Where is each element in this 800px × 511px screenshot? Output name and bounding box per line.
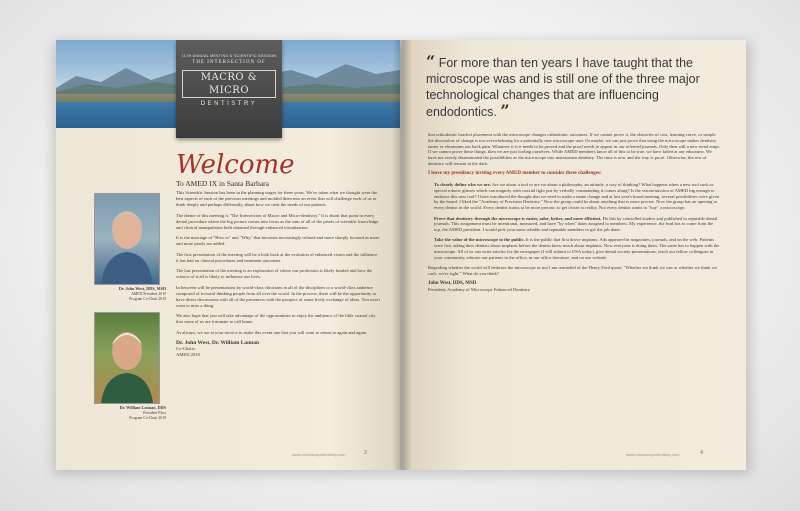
macro-micro-logo [176,40,282,138]
logo-title: MACRO & MICRO [182,70,276,98]
caption-name: Dr. John West, DDS, MSD [118,286,166,291]
caption-william-lannan [86,405,166,421]
president-letter-body [428,132,720,293]
logo-subtitle: DENTISTRY [200,101,258,107]
footer-url: www.microscopedentistry.com [626,452,680,457]
caption-role: President Elect [143,411,166,415]
pull-quote-text: For more than ten years I have taught that the microscope was and is still one of the three major technological changes that are influencing endodontics. [426,56,700,119]
right-page [402,40,746,470]
body-paragraph: This Scientific Session has been in the planning stages for three years. We've taken what we thought were the best aspects of each of the previous meetings and molded them into an event that will challenge each of us to think deeply and perhaps differently, about how we treat the needs of our patients. [176,190,378,207]
page-number: 4 [700,450,704,456]
signature-title: Co-Chairs [176,346,195,351]
body-paragraph: In between will be presentations by world-class clinicians in all of the disciplines to a world-class audience composed of forward thinking people from all over the world. In the process, there will be the opportunity to have direct discussions with all of the presenters with the prospect of some lively exchange of ideas. You won't want to miss a thing. [176,284,380,308]
caption-name: Dr. William Lannan, DDS [119,405,166,410]
page-number: 2 [364,450,368,456]
signature: John West, DDS, MSD [428,281,477,287]
body-paragraph: The theme of this meeting is "The Intersection of Macro and Micro-dentistry." It is about that point in every dental procedure where the big picture comes into focus as the sum of all of the pixels of scientific knowledge and clinical manipulation both obtained through enhanced visualization. [176,212,379,230]
welcome-body [176,190,381,358]
challenge-item [428,237,720,260]
close-quote-icon: ” [500,101,510,120]
body-paragraph: The first presentation of the meeting will be a look back at the evolution of enhanced vision and the influence it has had on clinical procedures and treatment outcomes. [176,251,378,263]
portrait-figure [95,313,159,403]
caption-role: Program Co-Chair 2010 [129,297,166,301]
caption-role: AMED President 2010 [131,292,166,296]
signature: Dr. John West, Dr. William Lannan [176,340,260,346]
portrait-figure [95,194,159,284]
welcome-subheading: To AMED IX in Santa Barbara [176,179,269,188]
intro-paragraph: that orthodontic bracket placement with the microscope changes orthodontic outcomes. If we cannot prove it, the obstacles of cost, learning curve, or simple the discomfort of change is too overwhelming for a potentially new microscope user. Or maybe, we can just prove that using the microscope makes dentistry easier or eliminates our back pain. Whatever it is it needs to be proved and the proof needs to appear in our refereed journals. Only then will a new trend erupt. If we cannot prove these things, then we are just fooling ourselves. While AMED members know all of this to be true, we have failed at our education. We have not evenly disseminated the possibilities as the microscope into mainstream dentistry. The time is now and the way is proof. Otherwise, the rest of dentistry will remain in the dark. [428,132,720,166]
logo-event-label: 11TH ANNUAL MEETING & SCIENTIFIC SESSION [181,54,277,58]
book-gutter [392,40,412,470]
body-paragraph: We also hope that you will take advantage of the opportunities to enjoy the ambience of the little coastal city that some of us are fortunate to call home. [176,313,376,324]
challenge-lead: Prove that dentistry through the microscope is easier, safer, better, and more efficient. [434,215,602,221]
body-paragraph: As always, we are at your service to make this event one that you will want to return to again and again. [176,329,368,335]
challenge-text: Are we about a tool or are we about a philosophy, an attitude, a way of thinking? What happens when a new tool such as special robotic glasses which can magnify with coaxial light just by verbally commanding it comes along? Is the vision/mission of AMED big enough to embrace this new tool? I have introduced the thought that we need to make a name change and at last year's board meeting, several possibilities were given by the board. I liked the "Academy of Precision Dentistry." Now the group could be about anything that is more precise. Now the group has an opening to every dentist in the world. Every dentist wants to be more precise; to get closer to reality. Not every dentist wants to "buy" a microscope. [434,182,720,211]
pull-quote [426,54,706,120]
challenge-item [428,216,720,233]
logo-intersection: THE INTERSECTION OF [192,60,266,65]
challenge-text: It is the public that first drove implants. Ads appeared in magazines, journals, and on the web. Patients were first asking their dentists about implants before the dentist knew much about implants. Now everyone is doing them. The same has to happen with the microscope. All of us can write articles for the newspaper (I will submit to USA today), give dental society presentations, teach our fellow colleagues in your community, educate our patients in the office, in our office literature, and on our website. [434,237,720,260]
body-paragraph: The last presentation of the meeting is an exploration of where our profession is likely headed and how the science of it all is likely to influence our lives. [176,268,373,279]
challenge-heading: I leave my presidency inviting every AMED member to consider three challenges: [428,171,602,177]
footer-url: www.microscopedentistry.com [292,452,346,457]
magazine-spread [56,40,746,470]
left-page [56,40,400,470]
closing-paragraph: Regarding whether the world will embrace the microscope or not I am reminded of the Henry Ford quote: "Whether we think we can or whether we think we can't, we're right." What do you think? [428,265,718,276]
portrait-william-lannan [94,312,160,404]
caption-john-west [86,286,166,302]
challenge-text: Do this by controlled studies and published in reputable dental journals. This assignment must be intentional, measured, and have "by when" dates assigned to members. My experience, the lead has to come from the top, the AMED president. I would pick your most reliable and reputable members to get the job done. [434,215,718,233]
challenge-item [428,182,720,211]
signature-event: AMED 2010 [176,352,200,357]
caption-role: Program Co-Chair 2010 [129,416,166,420]
signature-title: President, Academy of Microscope Enhanced Dentistry [428,287,531,293]
open-quote-icon: “ [426,52,436,71]
challenge-lead: Take the value of the microscope to the public. [434,237,525,243]
welcome-heading: Welcome [176,150,295,180]
challenge-lead: To clearly define who we are. [434,182,491,188]
portrait-john-west [94,193,160,285]
body-paragraph: It is the marriage of "How to" and "Why" that becomes increasingly refined and more sharply focused as more and more pixels are added. [176,235,380,246]
